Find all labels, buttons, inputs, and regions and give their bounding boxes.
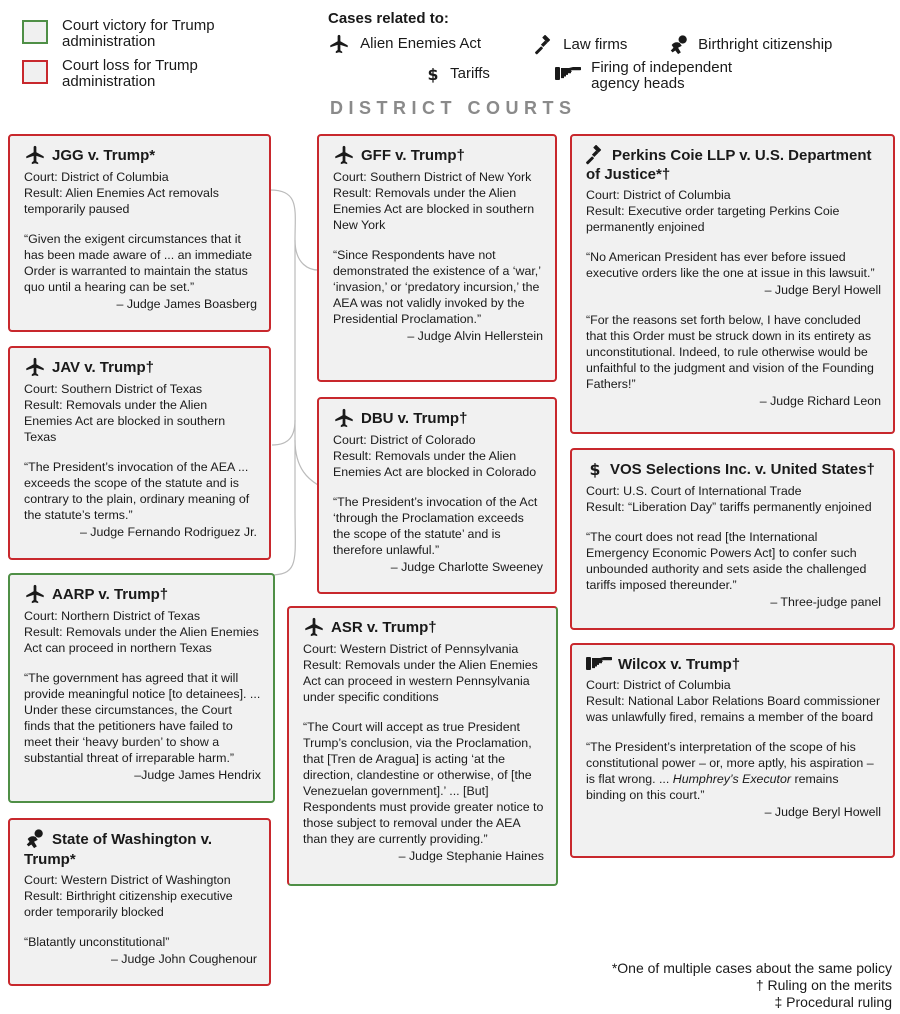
case-judge: – Judge Beryl Howell xyxy=(764,805,881,819)
case-result: Result: Birthright citizenship executive order temporarily blocked xyxy=(24,888,233,919)
case-title: ASR v. Trump† xyxy=(331,619,437,636)
footnote-ddagger: ‡ Procedural ruling xyxy=(774,994,892,1010)
case-judge: – Judge James Boasberg xyxy=(116,296,257,311)
airplane-icon xyxy=(333,407,355,429)
airplane-icon xyxy=(24,356,46,378)
case-result: Result: Alien Enemies Act removals temporarily paused xyxy=(24,185,219,216)
case-card-asr xyxy=(287,606,558,886)
case-result: Result: Executive order targeting Perkins Coie permanently enjoined xyxy=(586,204,840,234)
gavel-icon xyxy=(535,35,555,55)
case-judge-2: – Judge Richard Leon xyxy=(759,394,881,408)
category-firing-label: Firing of independent agency heads xyxy=(591,59,733,92)
case-title: Perkins Coie LLP v. U.S. Department of Justice*† xyxy=(586,147,872,183)
case-title: Wilcox v. Trump† xyxy=(618,656,741,673)
case-judge: – Judge Stephanie Haines xyxy=(398,848,544,863)
case-court: Court: Western District of Pennsylvania xyxy=(303,641,519,656)
case-court: Court: U.S. Court of International Trade xyxy=(586,483,802,498)
case-result: Result: Removals under the Alien Enemies Act are blocked in southern New York xyxy=(333,185,535,232)
case-quote-part: “The President’s interpretation of the scope of his constitutional power – or, more aptly, his aspiration – is flat wrong. ... xyxy=(586,740,874,786)
case-card-gff xyxy=(317,134,557,382)
case-title: JGG v. Trump* xyxy=(52,147,156,164)
airplane-icon xyxy=(24,583,46,605)
case-card-jgg xyxy=(8,134,271,332)
case-card-washington xyxy=(8,818,271,986)
case-quote xyxy=(586,739,881,803)
case-judge: – Three-judge panel xyxy=(770,594,881,609)
case-result: Result: National Labor Relations Board commissioner was unlawfully fired, remains a member of the board xyxy=(586,694,881,724)
category-tariffs-label: Tariffs xyxy=(450,64,490,82)
case-quote: “The President’s invocation of the Act ‘through the Proclamation exceeds the scope of the statute’ and is therefore unlawful.” xyxy=(333,494,538,557)
case-quote: “No American President has ever before issued executive orders like the one at issue in this lawsuit.” xyxy=(586,250,875,280)
case-card-jav xyxy=(8,346,271,560)
case-title: GFF v. Trump† xyxy=(361,147,465,164)
case-judge: – Judge Fernando Rodriguez Jr. xyxy=(79,524,257,539)
case-judge: – Judge John Coughenour xyxy=(110,951,257,966)
dollar-icon xyxy=(424,63,442,85)
categories-heading: Cases related to: xyxy=(328,10,449,27)
case-result: Result: “Liberation Day” tariffs permanently enjoined xyxy=(586,499,872,514)
legend-loss-swatch xyxy=(22,60,48,84)
category-law-label: Law firms xyxy=(563,35,628,53)
case-card-dbu xyxy=(317,397,557,594)
category-birth xyxy=(668,34,832,56)
case-judge: – Judge Alvin Hellerstein xyxy=(407,328,543,343)
case-card-perkins xyxy=(570,134,895,434)
case-court: Court: District of Columbia xyxy=(586,678,731,692)
case-court: Court: District of Colorado xyxy=(333,432,476,447)
case-judge: –Judge James Hendrix xyxy=(134,767,261,782)
case-result: Result: Removals under the Alien Enemies Act can proceed in northern Texas xyxy=(24,624,259,655)
case-court: Court: District of Columbia xyxy=(24,169,169,184)
case-quote: “The court does not read [the International Emergency Economic Powers Act] to confer such unbounded authority and sets aside the challenged tariffs imposed thereunder.” xyxy=(586,529,867,592)
case-quote-part: remains binding on this court.” xyxy=(586,772,839,802)
airplane-icon xyxy=(328,33,350,55)
case-card-aarp xyxy=(8,573,275,803)
case-court: Court: Western District of Washington xyxy=(24,872,231,887)
pointing-hand-icon xyxy=(555,64,581,84)
baby-icon xyxy=(24,828,46,850)
case-quote-emphasis: Humphrey’s Executor xyxy=(672,772,791,786)
case-title: State of Washington v. Trump* xyxy=(24,831,212,868)
dollar-icon xyxy=(586,458,604,480)
footnote-star: *One of multiple cases about the same policy xyxy=(611,960,892,976)
case-card-wilcox xyxy=(570,643,895,858)
category-birth-label: Birthright citizenship xyxy=(698,35,833,53)
section-title: DISTRICT COURTS xyxy=(330,98,577,118)
case-title: JAV v. Trump† xyxy=(52,359,154,376)
case-result: Result: Removals under the Alien Enemies Act are blocked in Colorado xyxy=(333,448,537,479)
category-firing xyxy=(555,60,751,92)
case-result: Result: Removals under the Alien Enemies Act can proceed in western Pennsylvania under specific conditions xyxy=(303,657,538,704)
footnotes xyxy=(612,960,892,1011)
case-quote: “The President’s invocation of the AEA ... exceeds the scope of the statute and is contrary to the plain, ordinary meaning of the statute’s terms.” xyxy=(24,459,250,522)
case-court: Court: Northern District of Texas xyxy=(24,608,201,623)
case-quote: “Blatantly unconstitutional” xyxy=(24,934,170,949)
category-law xyxy=(535,35,627,55)
case-title: AARP v. Trump† xyxy=(52,586,169,603)
footnote-dagger: † Ruling on the merits xyxy=(755,977,892,993)
legend-win-swatch xyxy=(22,20,48,44)
category-tariffs xyxy=(424,63,490,85)
case-court: Court: Southern District of Texas xyxy=(24,381,203,396)
case-quote: “Given the exigent circumstances that it has been made aware of ... an immediate Order is warranted to maintain the status quo until a hearing can be set.” xyxy=(24,231,252,294)
case-court: Court: Southern District of New York xyxy=(333,169,532,184)
case-card-vos xyxy=(570,448,895,630)
legend-loss-label: Court loss for Trump administration xyxy=(62,57,198,90)
airplane-icon xyxy=(24,144,46,166)
case-title: VOS Selections Inc. v. United States† xyxy=(610,461,875,478)
pointing-hand-icon xyxy=(586,654,612,674)
case-judge: – Judge Charlotte Sweeney xyxy=(390,559,543,574)
airplane-icon xyxy=(333,144,355,166)
case-quote: “The Court will accept as true President Trump’s conclusion, via the Proclamation, that [Tren de Aragua] is acting ‘at the direction, clandestine or otherwise, of [the Venezuelan government].’ ... [But] Respondents must provide greater notice to those subject to removal under the AEA than they are currently providing.” xyxy=(303,719,544,846)
case-result: Result: Removals under the Alien Enemies Act are blocked in southern Texas xyxy=(24,397,226,444)
case-title: DBU v. Trump† xyxy=(361,410,468,427)
case-quote: “Since Respondents have not demonstrated the existence of a ‘war,’ ‘invasion,’ or ‘predatory incursion,’ the AEA was not validly invoked by the Presidential Proclamation.” xyxy=(333,247,541,326)
case-court: Court: District of Columbia xyxy=(586,188,731,202)
category-alien xyxy=(328,33,481,55)
category-alien-label: Alien Enemies Act xyxy=(360,34,482,52)
gavel-icon xyxy=(586,145,606,165)
airplane-icon xyxy=(303,616,325,638)
legend-win-label: Court victory for Trump administration xyxy=(62,17,215,50)
case-judge: – Judge Beryl Howell xyxy=(764,283,881,297)
case-quote-2: “For the reasons set forth below, I have concluded that this Order must be struck down in its entirety as unconstitutional. Indeed, to rule otherwise would be unfaithful to the judgment and vision of the Founding Fathers!” xyxy=(586,313,874,391)
case-quote: “The government has agreed that it will provide meaningful notice [to detainees]. ... Under these circumstances, the Court finds that the petitioners have failed to meet their ‘heavy burden’ to show a substantial threat of irreparable harm.” xyxy=(24,670,261,765)
baby-icon xyxy=(668,34,690,56)
